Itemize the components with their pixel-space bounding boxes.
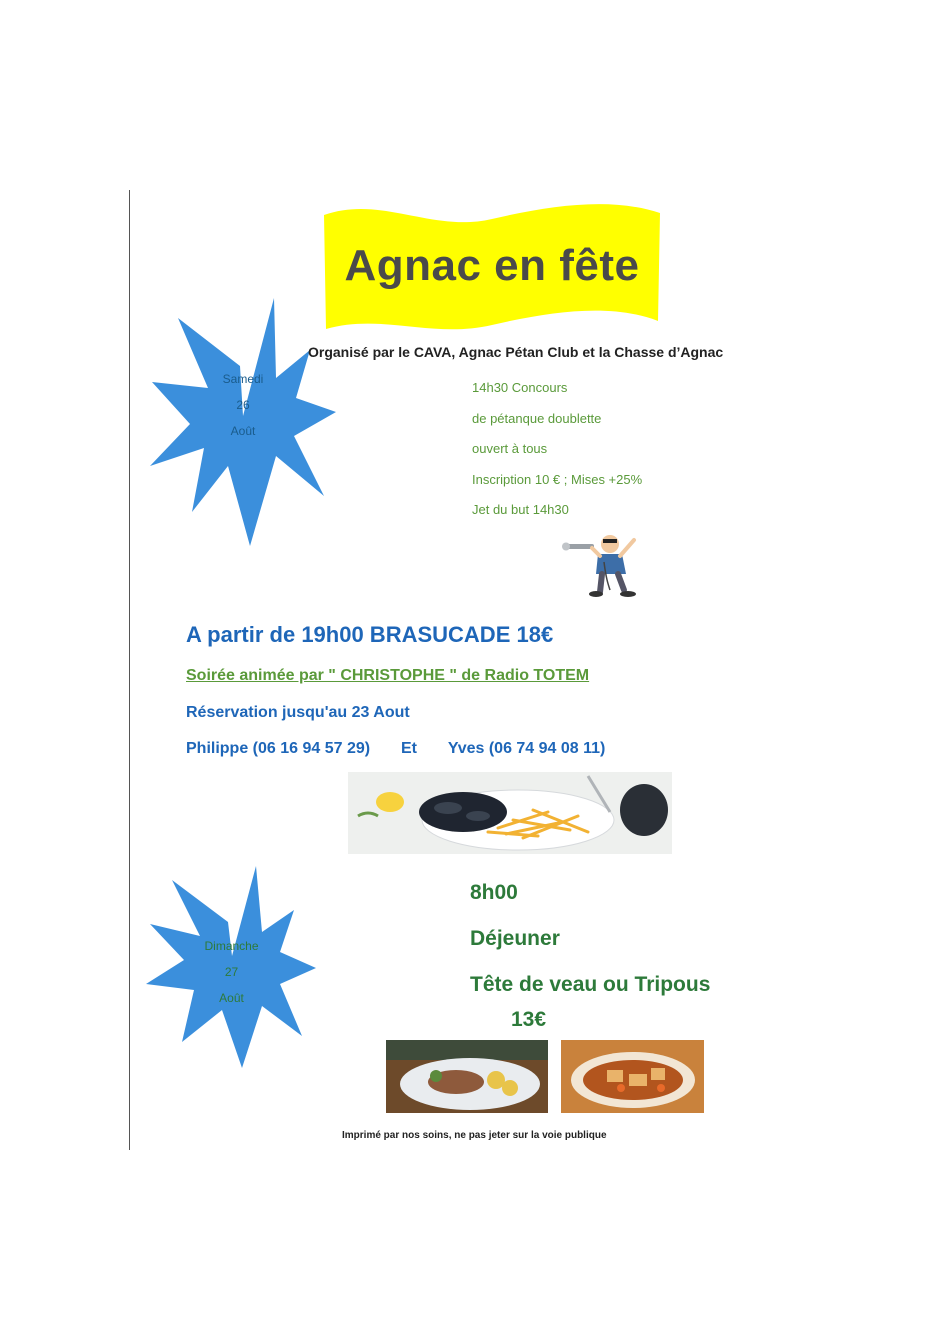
sunday-month: Août	[219, 991, 244, 1005]
organizer-line: Organisé par le CAVA, Agnac Pétan Club et la Chasse d’Agnac	[308, 344, 724, 360]
saturday-month: Août	[230, 424, 256, 438]
footer-notice: Imprimé par nos soins, ne pas jeter sur la voie publique	[342, 1130, 607, 1141]
petanque-details	[472, 373, 642, 526]
sunday-meal: Déjeuner	[470, 927, 560, 950]
tripous-dish-photo	[561, 1040, 704, 1113]
contact-separator: Et	[401, 740, 417, 757]
title-banner	[322, 203, 662, 333]
brasucade-heading: A partir de 19h00 BRASUCADE 18€	[186, 622, 554, 647]
petanque-line: de pétanque doublette	[472, 410, 602, 426]
veal-dish-photo	[386, 1040, 548, 1113]
mussels-fries-photo	[348, 772, 672, 854]
sunday-day: Dimanche	[204, 939, 259, 953]
contacts-line	[186, 740, 605, 758]
sunday-details	[470, 870, 710, 1008]
sunday-price: 13€	[511, 1008, 547, 1031]
saturday-date: 26	[236, 398, 250, 412]
petanque-line: Jet du but 14h30	[472, 502, 569, 517]
saturday-star	[148, 296, 338, 548]
reservation-line: Réservation jusqu'au 23 Aout	[186, 704, 410, 721]
contact-yves: Yves (06 74 94 08 11)	[447, 740, 606, 757]
petanque-player-illustration	[560, 530, 642, 600]
sunday-star	[144, 860, 319, 1070]
petanque-line: Inscription 10 € ; Mises +25%	[472, 471, 643, 487]
margin-line	[129, 190, 130, 1150]
saturday-day: Samedi	[222, 372, 264, 386]
petanque-line: 14h30 Concours	[472, 380, 568, 395]
contact-philippe: Philippe (06 16 94 57 29)	[186, 740, 371, 757]
page-title: Agnac en fête	[344, 241, 640, 290]
soiree-line: Soirée animée par " CHRISTOPHE " de Radio TOTEM	[186, 667, 590, 684]
petanque-line: ouvert à tous	[472, 441, 548, 456]
sunday-date: 27	[224, 965, 239, 979]
sunday-menu: Tête de veau ou Tripous	[470, 973, 711, 996]
sunday-time: 8h00	[470, 881, 518, 904]
